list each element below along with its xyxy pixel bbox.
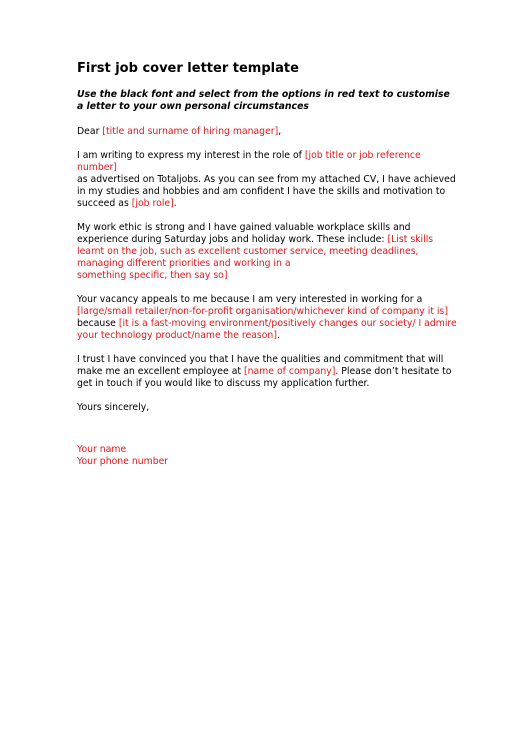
signature-block — [77, 444, 457, 468]
signature-phone-placeholder: Your phone number — [77, 456, 169, 467]
job-role-placeholder: [job role] — [131, 198, 174, 209]
signature-name-placeholder: Your name — [77, 444, 127, 455]
paragraph-vacancy-text-3: . — [276, 330, 280, 341]
greeting-suffix: , — [278, 126, 282, 137]
paragraph-closing-text-1: I trust I have convinced you that I have the qualities and commitment that will make me an excellent employee at — [77, 354, 444, 377]
paragraph-vacancy-text-1: Your vacancy appeals to me because I am very interested in working for a — [77, 294, 423, 305]
hiring-manager-placeholder: [title and surname of hiring manager] — [102, 126, 279, 137]
job-title-placeholder: [job title or job reference number] — [77, 150, 421, 173]
paragraph-closing-text-2: . Please don’t hesitate to get in touch if you would like to discuss my application further. — [77, 366, 452, 389]
paragraph-interest-text-3: . — [173, 198, 177, 209]
paragraph-interest-text-1: I am writing to express my interest in the role of — [77, 150, 305, 161]
paragraph-vacancy-text-2: because — [77, 318, 119, 329]
greeting-line — [77, 126, 457, 138]
cover-letter-body — [77, 61, 457, 468]
paragraph-vacancy-appeal — [77, 294, 457, 342]
paragraph-interest — [77, 150, 457, 210]
company-name-placeholder: [name of company] — [244, 366, 336, 377]
template-instructions: Use the black font and select from the options in red text to customise a letter to your own personal circumstances — [77, 89, 450, 112]
paragraph-interest-text-2: as advertised on Totaljobs. As you can see from my attached CV, I have achieved in my studies and hobbies and am confident I have the skills and motivation to succeed as — [77, 174, 456, 209]
company-type-placeholder: [large/small retailer/non-for-profit organisation/whichever kind of company it is] — [77, 306, 448, 317]
reason-placeholder: [it is a fast-moving environment/positively changes our society/ I admire your technology product/name the reason] — [77, 318, 457, 341]
skills-placeholder-continued: something specific, then say so] — [77, 270, 228, 281]
paragraph-closing-statement — [77, 354, 457, 390]
greeting-prefix: Dear — [77, 126, 103, 137]
valediction: Yours sincerely, — [77, 402, 150, 413]
document-title: First job cover letter template — [77, 61, 299, 76]
paragraph-work-ethic-text: My work ethic is strong and I have gained valuable workplace skills and experience during Saturday jobs and holiday work. These include: — [77, 222, 411, 245]
paragraph-work-ethic — [77, 222, 457, 282]
skills-placeholder: [List skills learnt on the job, such as excellent customer service, meeting deadlines, managing different priorities and working in a — [77, 234, 434, 269]
